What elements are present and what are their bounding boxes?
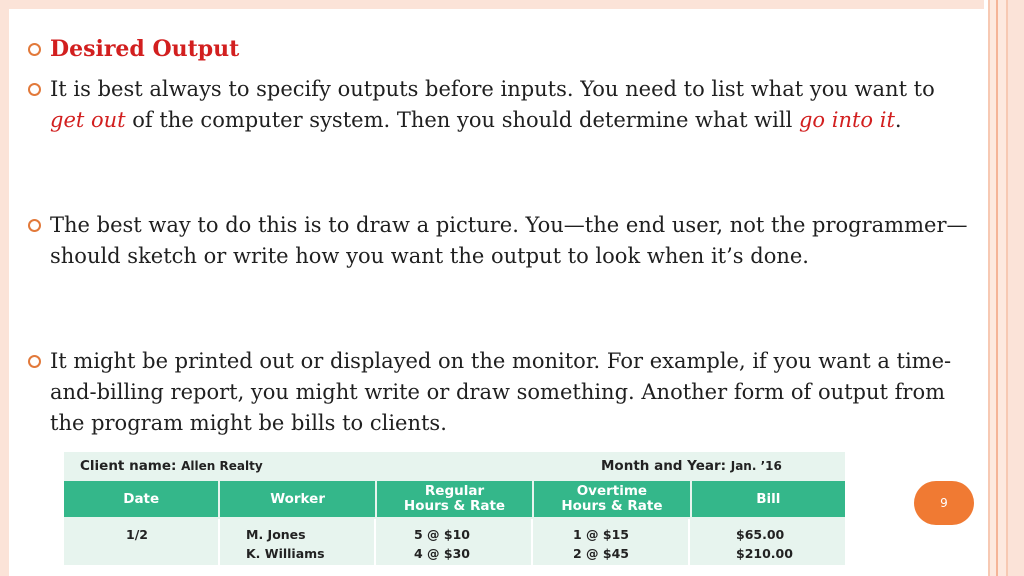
bullet-paragraph-3	[28, 346, 968, 439]
paragraph-1-text-a: It is best always to specify outputs before inputs. You need to list what you want to	[50, 77, 935, 101]
paragraph-1-text-b: of the computer system. Then you should determine what will	[125, 108, 799, 132]
column-bill	[690, 519, 845, 565]
column-worker	[220, 519, 376, 565]
slide-heading: Desired Output	[50, 36, 240, 62]
table-cell: 2 @ $45	[573, 546, 629, 561]
table-header-row	[64, 481, 845, 517]
month-label: Month and Year:	[601, 458, 727, 474]
client-name	[80, 458, 263, 474]
month-value: Jan. ’16	[730, 459, 782, 473]
bullet-circle-icon	[28, 355, 41, 368]
bullet-circle-icon	[28, 219, 41, 232]
header-regular-hours: Regular Hours & Rate	[377, 481, 534, 517]
header-bill: Bill	[756, 490, 781, 507]
bullet-circle-icon	[28, 43, 41, 56]
table-cell	[126, 544, 218, 563]
table-body	[64, 519, 845, 565]
emphasis-go-into-it: go into it	[798, 108, 895, 132]
slide-frame-left	[0, 0, 9, 576]
table-cell: 4 @ $30	[414, 546, 470, 561]
bullet-circle-icon	[28, 83, 41, 96]
table-cell: 1 @ $15	[573, 527, 629, 542]
column-regular-hours	[376, 519, 533, 565]
bullet-paragraph-1	[28, 74, 968, 136]
month-year	[601, 458, 782, 474]
header-worker: Worker	[220, 481, 376, 517]
slide-frame-top	[0, 0, 1024, 9]
emphasis-get-out: get out	[50, 108, 126, 132]
table-cell: M. Jones	[246, 527, 306, 542]
table-cell: 5 @ $10	[414, 527, 470, 542]
paragraph-2-text: The best way to do this is to draw a picture. You—the end user, not the programmer—should sketch or write how you want the output to look when it’s done.	[50, 213, 968, 268]
paragraph-3-text: It might be printed out or displayed on the monitor. For example, if you want a time-and-billing report, you might write or draw something. Another form of output from the program might be bills to clients.	[50, 349, 952, 435]
column-overtime-hours	[533, 519, 690, 565]
client-label: Client name:	[80, 458, 177, 474]
bullet-heading	[28, 34, 968, 65]
report-top-bar	[64, 452, 845, 480]
table-cell: 1/2	[126, 527, 148, 542]
paragraph-1-text-c: .	[894, 108, 902, 132]
bullet-paragraph-2	[28, 210, 968, 272]
header-date: Date	[64, 481, 220, 517]
table-cell: $65.00	[736, 527, 785, 542]
table-cell: K. Williams	[246, 546, 325, 561]
column-date	[64, 519, 220, 565]
billing-report-table	[64, 452, 845, 565]
slide-frame-right-stripes	[984, 0, 1024, 576]
table-cell: $210.00	[736, 546, 793, 561]
header-overtime-hours: Overtime Hours & Rate	[534, 481, 691, 517]
page-number-badge: 9	[914, 481, 974, 525]
client-value: Allen Realty	[181, 459, 263, 473]
